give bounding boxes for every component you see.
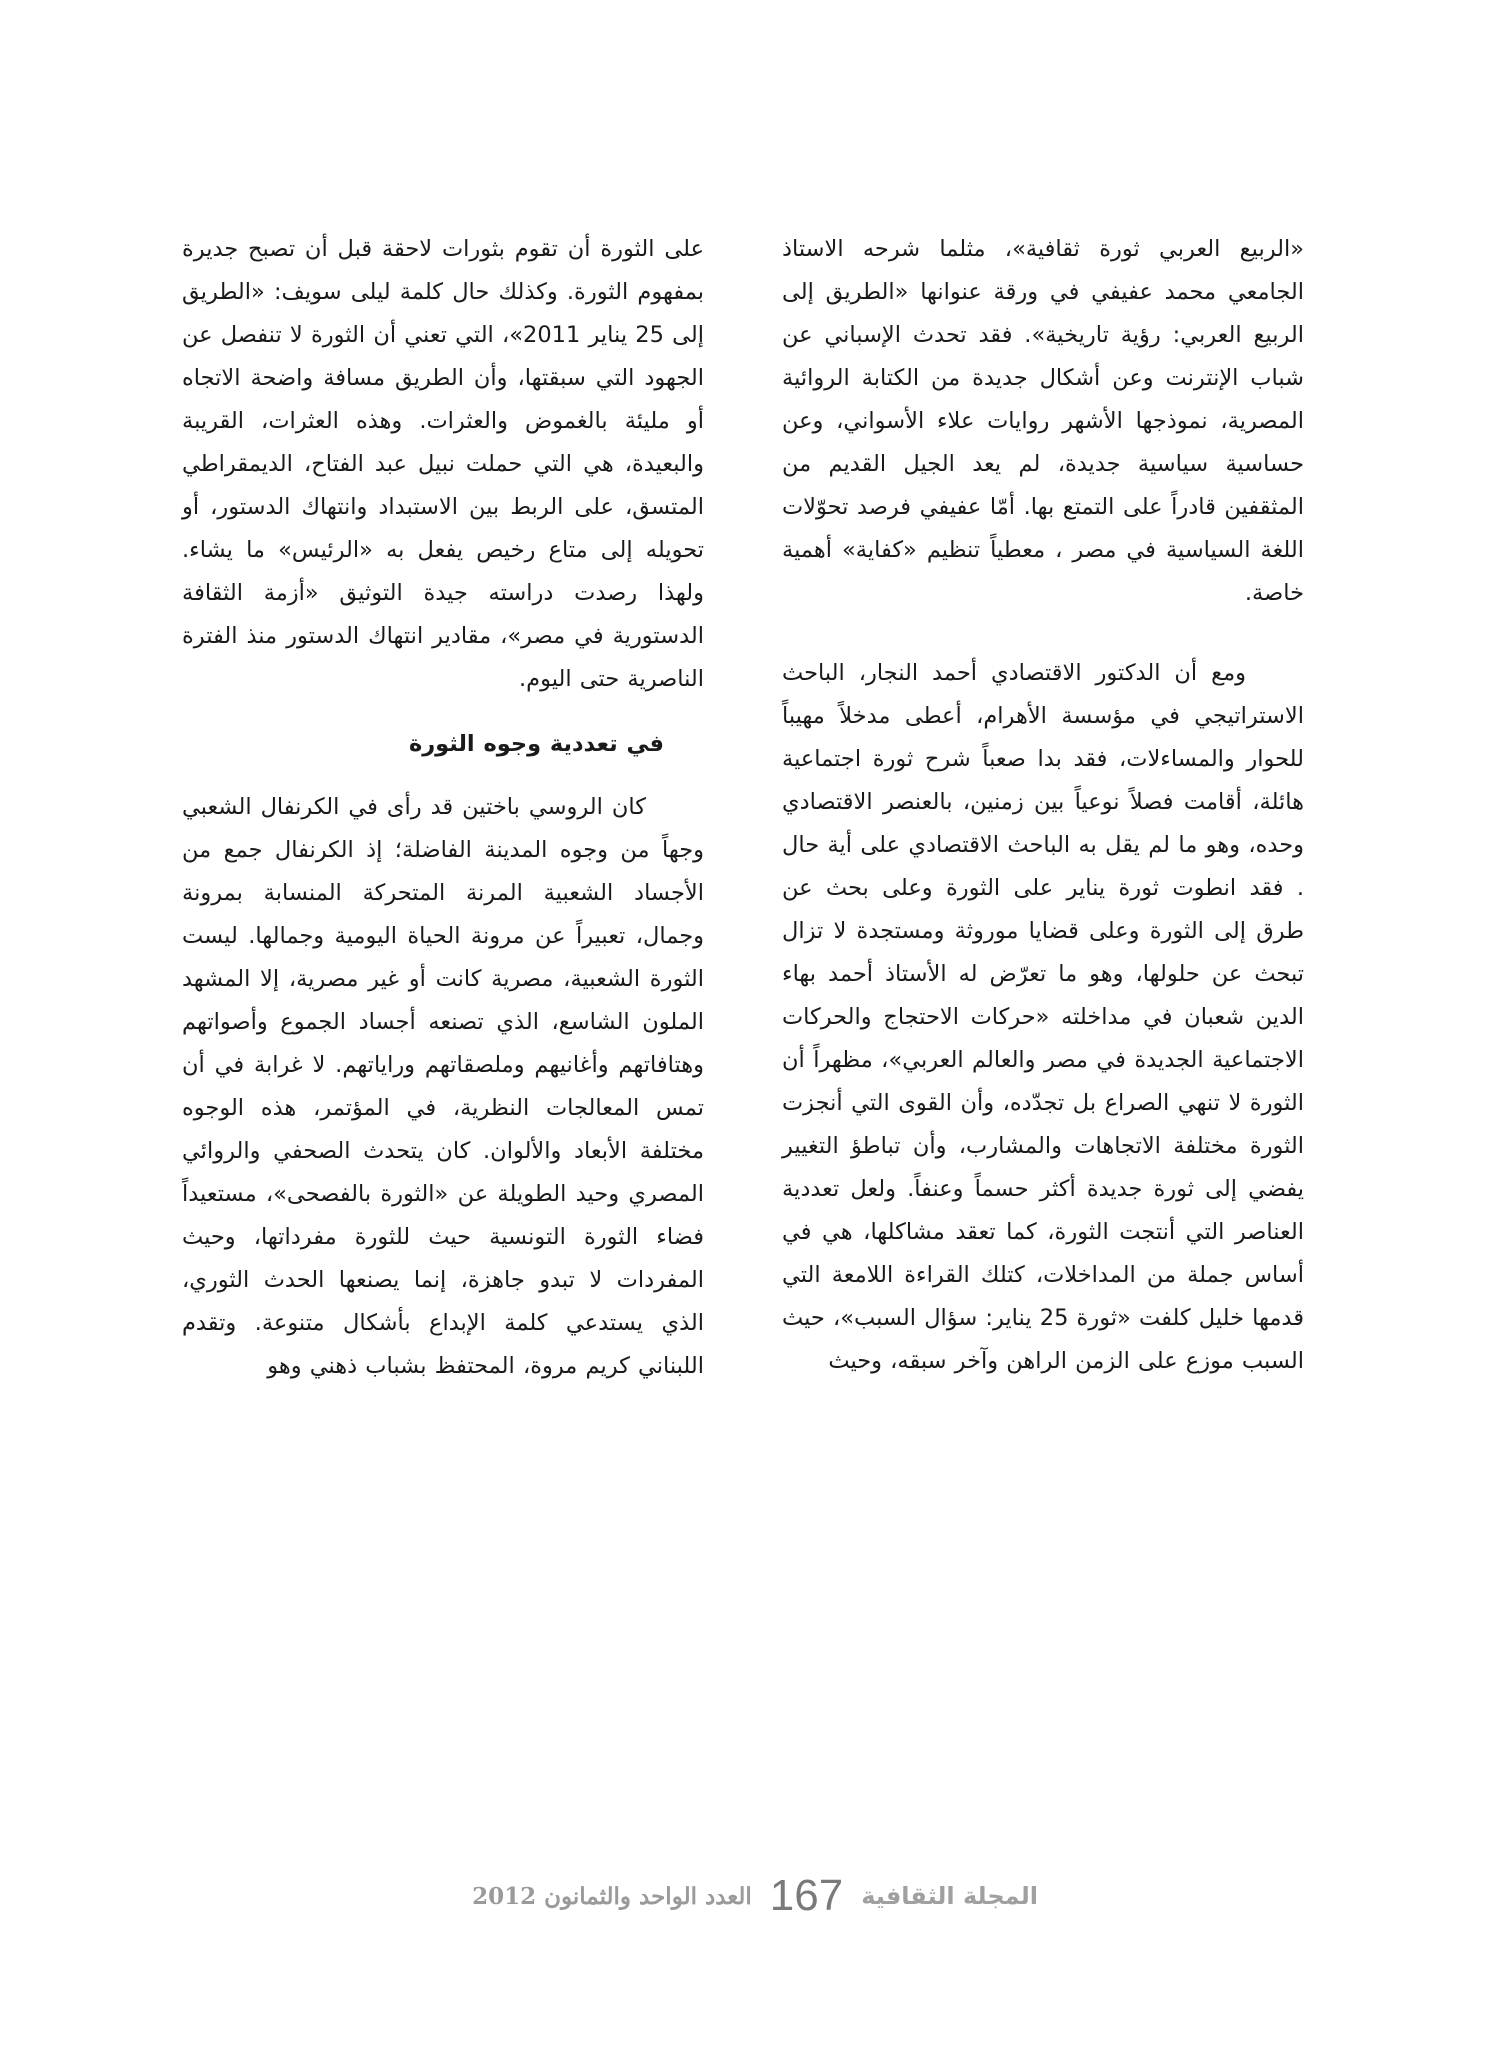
magazine-name: المجلة الثقافية: [861, 1882, 1038, 1910]
issue-label: العدد الواحد والثمانون 2012: [472, 1882, 752, 1910]
paragraph-left-1: على الثورة أن تقوم بثورات لاحقة قبل أن تصبح جديرة بمفهوم الثورة. وكذلك حال كلمة ليلى سويف: «الطريق إلى 25 يناير 2011»، التي تعني أن الثورة لا تنفصل عن الجهود التي سبقتها، وأن الطريق مسافة واضحة الاتجاه أو مليئة بالغموض والعثرات. وهذه العثرات، القريبة والبعيدة، هي التي حملت نبيل عبد الفتاح، الديمقراطي المتسق، على الربط بين الاستبداد وانتهاك الدستور، أو تحويله إلى متاع رخيص يفعل به «الرئيس» ما يشاء. ولهذا رصدت دراسته جيدة التوثيق «أزمة الثقافة الدستورية في مصر»، مقادير انتهاك الدستور منذ الفترة الناصرية حتى اليوم.: [182, 236, 704, 692]
text-column-left: [182, 228, 704, 1388]
text-column-right: [782, 228, 1304, 1383]
paragraph-right-1: «الربيع العربي ثورة ثقافية»، مثلما شرحه الاستاذ الجامعي محمد عفيفي في ورقة عنوانها «الطريق إلى الربيع العربي: رؤية تاريخية». فقد تحدث الإسباني عن شباب الإنترنت وعن أشكال جديدة من الكتابة الروائية المصرية، نموذجها الأشهر روايات علاء الأسواني، وعن حساسية سياسية جديدة، لم يعد الجيل القديم من المثقفين قادراً على التمتع بها. أمّا عفيفي فرصد تحوّلات اللغة السياسية في مصر ، معطياً تنظيم «كفاية» أهمية خاصة.: [782, 236, 1304, 606]
page-footer: [430, 1866, 1080, 1926]
paragraph-left-2: كان الروسي باختين قد رأى في الكرنفال الشعبي وجهاً من وجوه المدينة الفاضلة؛ إذ الكرنفال جمع من الأجساد الشعبية المرنة المتحركة المنسابة بمرونة وجمال، تعبيراً عن مرونة الحياة اليومية وجمالها. ليست الثورة الشعبية، مصرية كانت أو غير مصرية، إلا المشهد الملون الشاسع، الذي تصنعه أجساد الجموع وأصواتهم وهتافاتهم وأغانيهم وملصقاتهم وراياتهم. لا غرابة في أن تمس المعالجات النظرية، في المؤتمر، هذه الوجوه مختلفة الأبعاد والألوان. كان يتحدث الصحفي والروائي المصري وحيد الطويلة عن «الثورة بالفصحى»، مستعيداً فضاء الثورة التونسية حيث للثورة مفرداتها، وحيث المفردات لا تبدو جاهزة، إنما يصنعها الحدث الثوري، الذي يستدعي كلمة الإبداع بأشكال متنوعة. وتقدم اللبناني كريم مروة، المحتفظ بشباب ذهني وهو: [182, 794, 704, 1379]
paragraph-right-2: ومع أن الدكتور الاقتصادي أحمد النجار، الباحث الاستراتيجي في مؤسسة الأهرام، أعطى مدخلاً مهيباً للحوار والمساءلات، فقد بدا صعباً شرح ثورة اجتماعية هائلة، أقامت فصلاً نوعياً بين زمنين، بالعنصر الاقتصادي وحده، وهو ما لم يقل به الباحث الاقتصادي على أية حال . فقد انطوت ثورة يناير على الثورة وعلى بحث عن طرق إلى الثورة وعلى قضايا موروثة ومستجدة لا تزال تبحث عن حلولها، وهو ما تعرّض له الأستاذ أحمد بهاء الدين شعبان في مداخلته «حركات الاحتجاج والحركات الاجتماعية الجديدة في مصر والعالم العربي»، مظهراً أن الثورة لا تنهي الصراع بل تجدّده، وأن القوى التي أنجزت الثورة مختلفة الاتجاهات والمشارب، وأن تباطؤ التغيير يفضي إلى ثورة جديدة أكثر حسماً وعنفاً. ولعل تعددية العناصر التي أنتجت الثورة، كما تعقد مشاكلها، هي في أساس جملة من المداخلات، كتلك القراءة اللامعة التي قدمها خليل كلفت «ثورة 25 يناير: سؤال السبب»، حيث السبب موزع على الزمن الراهن وآخر سبقه، وحيث: [782, 660, 1304, 1374]
section-subheading: في تعددية وجوه الثورة: [408, 731, 664, 757]
page-number: 167: [769, 1871, 844, 1920]
